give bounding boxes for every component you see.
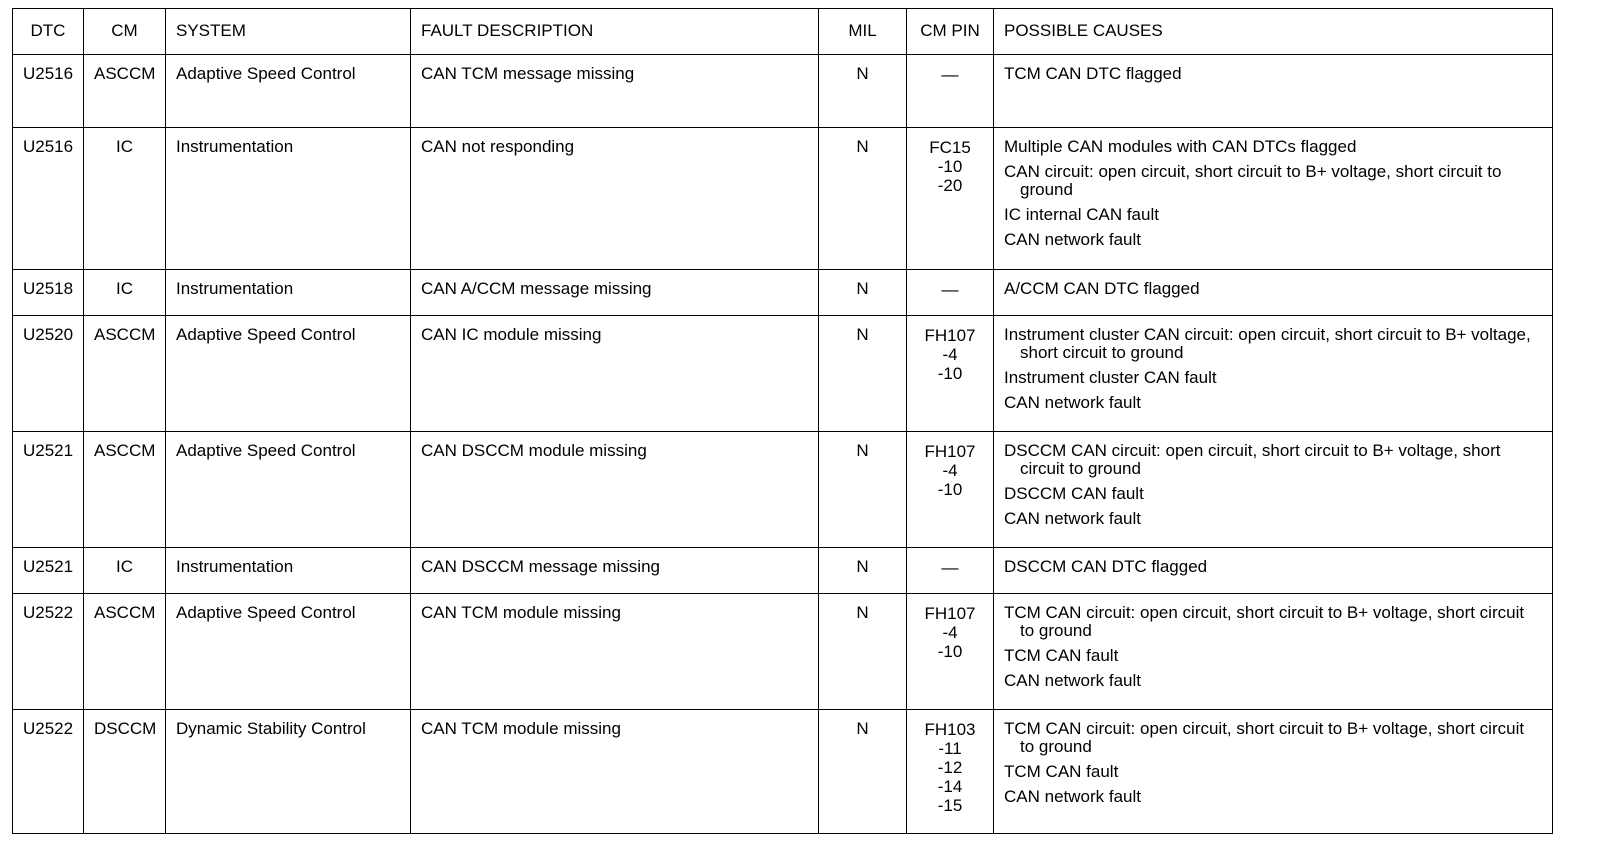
table-row (13, 55, 1553, 128)
cause-item: TCM CAN fault (1004, 762, 1119, 781)
header-row (13, 9, 1553, 55)
cell-system: Instrumentation (166, 128, 411, 270)
table-row (13, 316, 1553, 432)
cell-cm-pin (907, 270, 994, 316)
cell-fault: CAN not responding (411, 128, 819, 270)
cell-system: Instrumentation (166, 548, 411, 594)
pin-value: -11 (938, 739, 962, 758)
cause-item: Instrument cluster CAN fault (1004, 368, 1217, 387)
cell-dtc: U2516 (13, 128, 84, 270)
cell-cm-pin (907, 55, 994, 128)
cause-item: IC internal CAN fault (1004, 205, 1159, 224)
cell-causes (994, 548, 1553, 594)
pin-value: -10 (937, 157, 963, 176)
pin-value: -20 (937, 176, 963, 195)
cause-item: TCM CAN circuit: open circuit, short circuit to B+ voltage, short circuit to ground (1004, 719, 1525, 756)
cause-item: CAN network fault (1004, 509, 1141, 528)
cell-cm-pin (907, 316, 994, 432)
pin-value: — (941, 280, 959, 299)
cell-cm-pin (907, 128, 994, 270)
cell-causes (994, 432, 1553, 548)
pin-value: -10 (937, 364, 963, 383)
cause-item: Instrument cluster CAN circuit: open circuit, short circuit to B+ voltage, short circuit to ground (1004, 325, 1531, 362)
pin-value: FH103 (924, 720, 976, 739)
cell-system: Instrumentation (166, 270, 411, 316)
cell-mil: N (819, 710, 907, 834)
pin-value: -4 (942, 345, 958, 364)
header-fault-description: FAULT DESCRIPTION (411, 9, 819, 55)
cell-mil: N (819, 128, 907, 270)
table-row (13, 548, 1553, 594)
cell-fault: CAN TCM module missing (411, 710, 819, 834)
cell-cm-pin (907, 548, 994, 594)
cell-causes (994, 710, 1553, 834)
cell-dtc: U2522 (13, 594, 84, 710)
cause-item: CAN network fault (1004, 787, 1141, 806)
header-mil: MIL (819, 9, 907, 55)
table-row (13, 128, 1553, 270)
cell-cm: ASCCM (84, 432, 166, 548)
cell-cm: ASCCM (84, 316, 166, 432)
cell-cm: ASCCM (84, 594, 166, 710)
cell-mil: N (819, 270, 907, 316)
header-possible-causes: POSSIBLE CAUSES (994, 9, 1553, 55)
cell-cm: ASCCM (84, 55, 166, 128)
cell-cm: IC (84, 270, 166, 316)
cell-cm: IC (84, 128, 166, 270)
cell-dtc: U2516 (13, 55, 84, 128)
cell-dtc: U2520 (13, 316, 84, 432)
cell-mil: N (819, 432, 907, 548)
cause-item: Multiple CAN modules with CAN DTCs flagged (1004, 137, 1357, 156)
cause-item: DSCCM CAN DTC flagged (1004, 557, 1208, 576)
cell-fault: CAN DSCCM message missing (411, 548, 819, 594)
pin-value: -15 (937, 796, 963, 815)
table-row (13, 710, 1553, 834)
cause-item: CAN network fault (1004, 230, 1141, 249)
pin-value: — (941, 65, 959, 84)
cell-mil: N (819, 594, 907, 710)
pin-value: FH107 (924, 604, 976, 623)
cell-fault: CAN TCM message missing (411, 55, 819, 128)
pin-value: FH107 (924, 326, 976, 345)
dtc-table (12, 8, 1553, 834)
cell-mil: N (819, 548, 907, 594)
cell-system: Adaptive Speed Control (166, 55, 411, 128)
cause-item: DSCCM CAN fault (1004, 484, 1144, 503)
pin-value: -12 (937, 758, 963, 777)
cause-item: DSCCM CAN circuit: open circuit, short circuit to B+ voltage, short circuit to ground (1004, 441, 1501, 478)
cell-system: Dynamic Stability Control (166, 710, 411, 834)
cell-cm: IC (84, 548, 166, 594)
cell-fault: CAN DSCCM module missing (411, 432, 819, 548)
pin-value: -4 (942, 623, 958, 642)
cause-item: A/CCM CAN DTC flagged (1004, 279, 1200, 298)
cause-item: CAN network fault (1004, 393, 1141, 412)
pin-value: FH107 (924, 442, 976, 461)
cell-cm-pin (907, 710, 994, 834)
table-row (13, 432, 1553, 548)
cell-dtc: U2521 (13, 432, 84, 548)
pin-value: -10 (937, 480, 963, 499)
cell-causes (994, 270, 1553, 316)
pin-value: — (941, 558, 959, 577)
cell-causes (994, 55, 1553, 128)
pin-value: FC15 (929, 138, 971, 157)
cell-dtc: U2518 (13, 270, 84, 316)
cell-cm-pin (907, 594, 994, 710)
cause-item: CAN circuit: open circuit, short circuit to B+ voltage, short circuit to ground (1004, 162, 1502, 199)
cell-cm: DSCCM (84, 710, 166, 834)
cell-dtc: U2521 (13, 548, 84, 594)
header-dtc: DTC (13, 9, 84, 55)
cause-item: TCM CAN fault (1004, 646, 1119, 665)
table-row (13, 594, 1553, 710)
table-row (13, 270, 1553, 316)
cell-causes (994, 316, 1553, 432)
cell-fault: CAN A/CCM message missing (411, 270, 819, 316)
cell-system: Adaptive Speed Control (166, 316, 411, 432)
cell-system: Adaptive Speed Control (166, 594, 411, 710)
cause-item: TCM CAN circuit: open circuit, short circuit to B+ voltage, short circuit to ground (1004, 603, 1525, 640)
pin-value: -10 (937, 642, 963, 661)
header-system: SYSTEM (166, 9, 411, 55)
cell-fault: CAN TCM module missing (411, 594, 819, 710)
cell-causes (994, 128, 1553, 270)
header-cm: CM (84, 9, 166, 55)
cell-cm-pin (907, 432, 994, 548)
header-cm-pin: CM PIN (907, 9, 994, 55)
cell-system: Adaptive Speed Control (166, 432, 411, 548)
cause-item: CAN network fault (1004, 671, 1141, 690)
cell-causes (994, 594, 1553, 710)
pin-value: -4 (942, 461, 958, 480)
cell-mil: N (819, 55, 907, 128)
cell-dtc: U2522 (13, 710, 84, 834)
cell-fault: CAN IC module missing (411, 316, 819, 432)
pin-value: -14 (937, 777, 963, 796)
cell-mil: N (819, 316, 907, 432)
cause-item: TCM CAN DTC flagged (1004, 64, 1182, 83)
